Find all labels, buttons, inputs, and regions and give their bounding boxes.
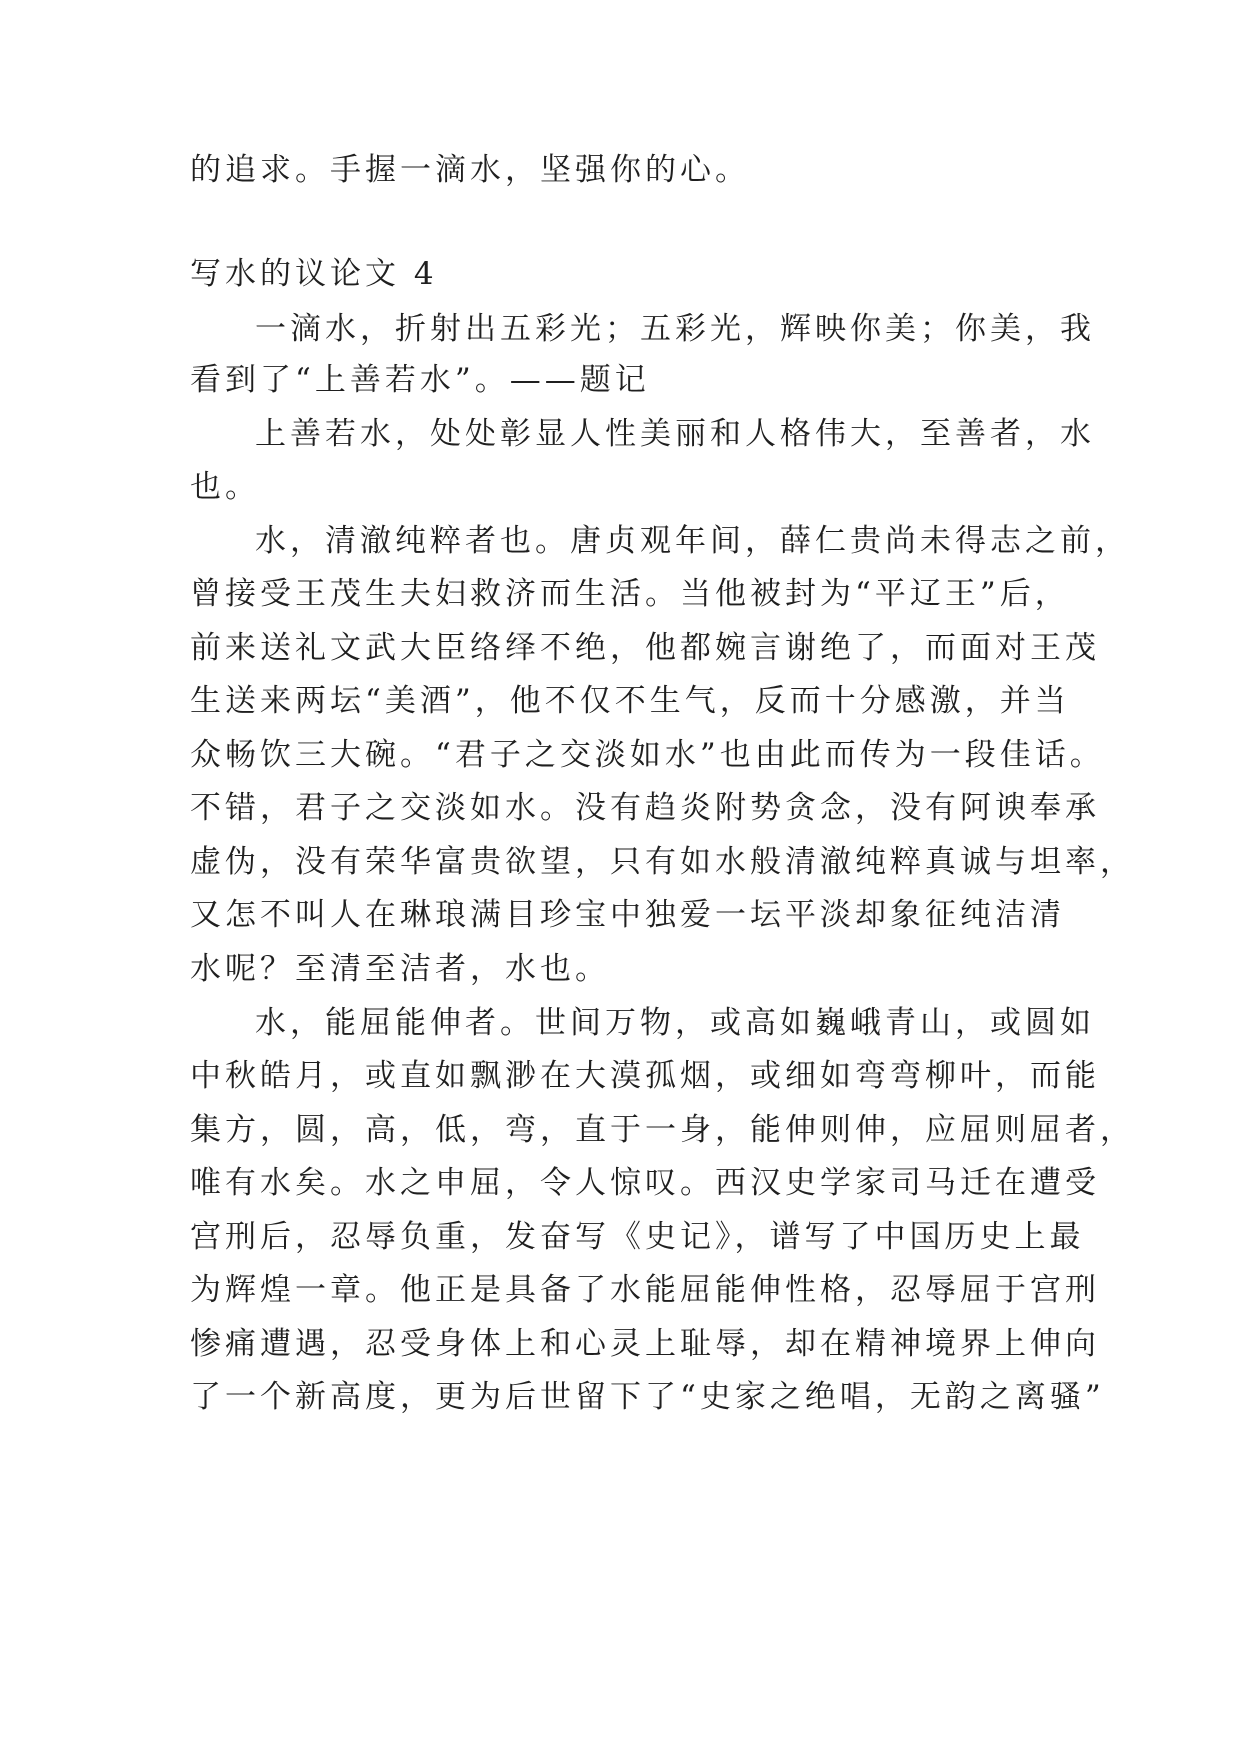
text-line: 生送来两坛“美酒”，他不仅不生气，反而十分感激，并当 xyxy=(190,683,1070,719)
text-line: 看到了“上善若水”。——题记 xyxy=(190,362,650,398)
text-line: 一滴水，折射出五彩光；五彩光，辉映你美；你美，我 xyxy=(255,311,1095,347)
section-heading: 写水的议论文 4 xyxy=(190,256,438,292)
text-line: 了一个新高度，更为后世留下了“史家之绝唱，无韵之离骚” xyxy=(190,1379,1105,1415)
text-line: 集方，圆，高，低，弯，直于一身，能伸则伸，应屈则屈者， xyxy=(190,1112,1135,1148)
text-line: 也。 xyxy=(190,469,260,505)
text-line: 唯有水矣。水之申屈，令人惊叹。西汉史学家司马迁在遭受 xyxy=(190,1165,1100,1201)
text-line: 宫刑后，忍辱负重，发奋写《史记》，谱写了中国历史上最 xyxy=(190,1219,1085,1255)
text-line: 水，能屈能伸者。世间万物，或高如巍峨青山，或圆如 xyxy=(255,1005,1095,1041)
text-line: 上善若水，处处彰显人性美丽和人格伟大，至善者，水 xyxy=(255,416,1095,452)
text-line: 惨痛遭遇，忍受身体上和心灵上耻辱，却在精神境界上伸向 xyxy=(190,1326,1100,1362)
text-line: 的追求。手握一滴水，坚强你的心。 xyxy=(190,152,750,188)
text-line: 曾接受王茂生夫妇救济而生活。当他被封为“平辽王”后， xyxy=(190,576,1070,612)
text-line: 虚伪，没有荣华富贵欲望，只有如水般清澈纯粹真诚与坦率， xyxy=(190,844,1135,880)
text-line: 中秋皓月，或直如飘渺在大漠孤烟，或细如弯弯柳叶，而能 xyxy=(190,1058,1100,1094)
text-line: 众畅饮三大碗。“君子之交淡如水”也由此而传为一段佳话。 xyxy=(190,737,1105,773)
text-line: 又怎不叫人在琳琅满目珍宝中独爱一坛平淡却象征纯洁清 xyxy=(190,897,1065,933)
text-line: 水呢？至清至洁者，水也。 xyxy=(190,951,610,987)
text-line: 水，清澈纯粹者也。唐贞观年间，薛仁贵尚未得志之前， xyxy=(255,523,1130,559)
text-line: 为辉煌一章。他正是具备了水能屈能伸性格，忍辱屈于宫刑 xyxy=(190,1272,1100,1308)
text-line: 前来送礼文武大臣络绎不绝，他都婉言谢绝了，而面对王茂 xyxy=(190,630,1100,666)
text-line: 不错，君子之交淡如水。没有趋炎附势贪念，没有阿谀奉承 xyxy=(190,790,1100,826)
